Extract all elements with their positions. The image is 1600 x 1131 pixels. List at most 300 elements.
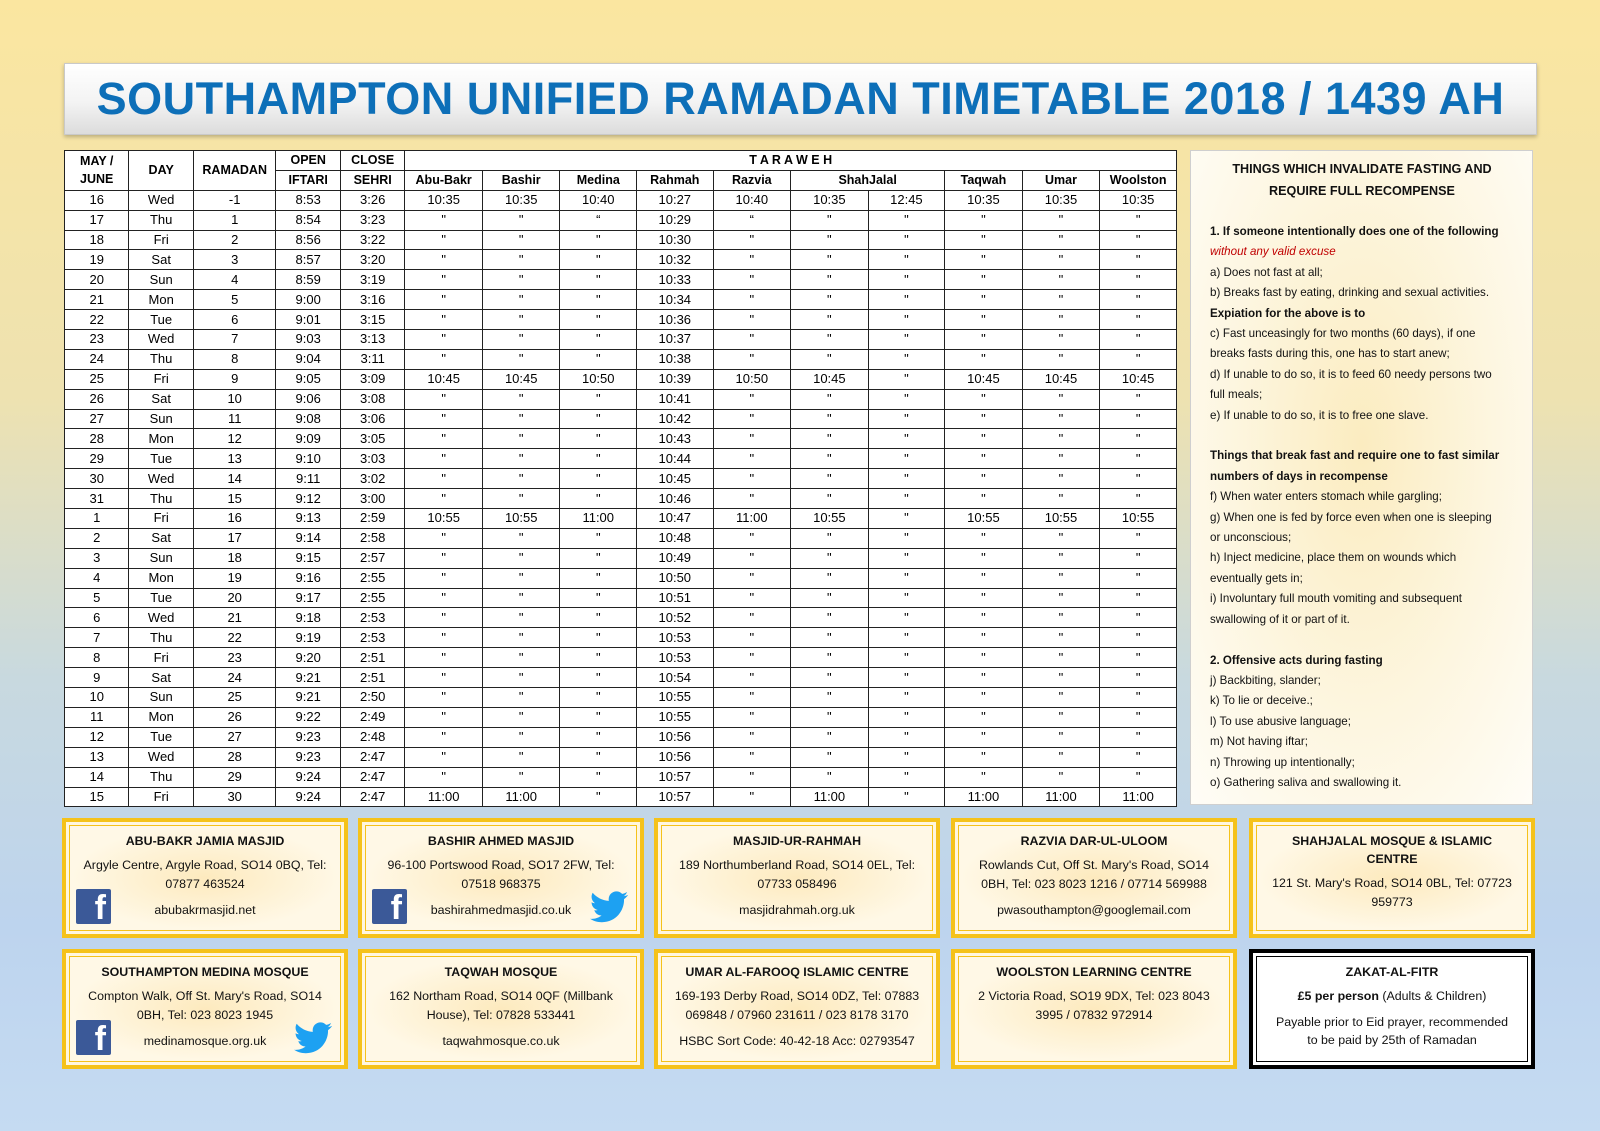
cell-sehri: 2:57 [340,548,404,568]
mosque-card-abu-bakr [62,818,348,938]
cell-iftari: 9:18 [276,608,340,628]
cell-sehri: 2:55 [340,588,404,608]
cell-shahjalal-1: 10:55 [791,509,869,529]
cell-ramadan: 28 [193,747,276,767]
rule-g-line2: or unconscious; [1210,531,1292,545]
cell-razvia: " [713,568,791,588]
mosque-address [967,987,1221,1024]
cell-umar: 10:45 [1022,369,1100,389]
cell-rahmah: 10:47 [637,509,714,529]
cell-day: Mon [129,429,193,449]
cell-abu-bakr: " [405,290,483,310]
cell-medina: 10:50 [560,369,637,389]
mosque-address [78,987,332,1024]
cell-sehri: 2:51 [340,668,404,688]
cell-razvia: 11:00 [713,509,791,529]
cell-shahjalal-1: " [791,449,869,469]
cell-day: Wed [129,469,193,489]
cell-date: 10 [65,688,129,708]
cell-iftari: 9:11 [276,469,340,489]
cell-day: Thu [129,210,193,230]
cell-razvia: " [713,668,791,688]
cell-rahmah: 10:51 [637,588,714,608]
mosque-name: MASJID-UR-RAHMAH [732,834,862,848]
table-row [65,648,1177,668]
page-title: SOUTHAMPTON UNIFIED RAMADAN TIMETABLE 2018 / 1439 AH [96,73,1505,124]
fasting-rules-title-line2: REQUIRE FULL RECOMPENSE [1269,183,1455,198]
cell-iftari: 9:23 [276,727,340,747]
cell-date: 17 [65,210,129,230]
cell-ramadan: 7 [193,330,276,350]
cell-taqwah: " [945,489,1023,509]
cell-medina: " [560,489,637,509]
cell-umar: " [1022,648,1100,668]
cell-abu-bakr: " [405,250,483,270]
cell-bashir: 10:55 [482,509,560,529]
table-row [65,210,1177,230]
cell-rahmah: 10:56 [637,747,714,767]
title-banner [64,63,1537,135]
mosque-website-link[interactable]: abubakrmasjid.net [154,903,256,917]
header-mosque-medina: Medina [560,170,637,190]
cell-abu-bakr: 10:35 [405,190,483,210]
cell-taqwah: " [945,389,1023,409]
cell-umar: 10:35 [1022,190,1100,210]
cell-abu-bakr: " [405,648,483,668]
cell-razvia: " [713,548,791,568]
mosque-address [78,856,332,893]
cell-day: Fri [129,787,193,807]
cell-shahjalal-2: " [868,469,945,489]
cell-razvia: " [713,608,791,628]
cell-umar: " [1022,230,1100,250]
cell-medina: " [560,290,637,310]
table-row [65,369,1177,389]
header-mosque-rahmah: Rahmah [637,170,714,190]
cell-umar: " [1022,250,1100,270]
twitter-icon[interactable] [294,1022,332,1054]
header-day: DAY [129,151,193,191]
header-mosque-bashir: Bashir [482,170,560,190]
cell-medina: 11:00 [560,509,637,529]
cell-bashir: " [482,270,560,290]
cell-shahjalal-2: " [868,330,945,350]
cell-day: Mon [129,290,193,310]
cell-woolston: 10:35 [1100,190,1177,210]
cell-bashir: " [482,290,560,310]
mosque-address [374,856,628,893]
cell-date: 11 [65,707,129,727]
rule-o: o) Gathering saliva and swallowing it. [1210,775,1402,789]
cell-day: Sun [129,548,193,568]
cell-woolston: " [1100,449,1177,469]
cell-woolston: " [1100,727,1177,747]
table-row [65,608,1177,628]
cell-taqwah: 10:55 [945,509,1023,529]
cell-taqwah: " [945,449,1023,469]
zakat-who: (Adults & Children) [1378,989,1487,1003]
cell-bashir: " [482,449,560,469]
rule-c-line2: breaks fasts during this, one has to start anew; [1210,347,1450,361]
cell-woolston: " [1100,767,1177,787]
cell-date: 1 [65,509,129,529]
mosque-website-link[interactable]: taqwahmosque.co.uk [442,1034,560,1048]
cell-razvia: " [713,489,791,509]
cell-rahmah: 10:57 [637,787,714,807]
table-row [65,449,1177,469]
cell-date: 22 [65,310,129,330]
table-row [65,528,1177,548]
cell-rahmah: 10:50 [637,568,714,588]
cell-medina: " [560,747,637,767]
rule-m: m) Not having iftar; [1210,735,1308,749]
mosque-address-line2: 069848 / 07960 231611 / 023 8178 3170 [685,1007,909,1022]
cell-date: 8 [65,648,129,668]
cell-abu-bakr: " [405,707,483,727]
cell-sehri: 3:08 [340,389,404,409]
cell-abu-bakr: " [405,628,483,648]
cell-sehri: 3:16 [340,290,404,310]
cell-rahmah: 10:46 [637,489,714,509]
cell-ramadan: 4 [193,270,276,290]
cell-taqwah: " [945,528,1023,548]
mosque-website-link[interactable]: bashirahmedmasjid.co.uk [430,903,572,917]
rule-l: l) To use abusive language; [1210,714,1351,728]
cell-razvia: " [713,528,791,548]
cell-abu-bakr: 10:45 [405,369,483,389]
cell-razvia: " [713,688,791,708]
cell-medina: " [560,548,637,568]
cell-rahmah: 10:55 [637,688,714,708]
fasting-rules-panel [1190,150,1533,805]
cell-umar: " [1022,389,1100,409]
cell-sehri: 2:58 [340,528,404,548]
cell-day: Mon [129,707,193,727]
table-row [65,727,1177,747]
cell-abu-bakr: " [405,568,483,588]
cell-taqwah: " [945,588,1023,608]
cell-abu-bakr: " [405,389,483,409]
cell-umar: " [1022,290,1100,310]
cell-umar: " [1022,767,1100,787]
cell-date: 4 [65,568,129,588]
cell-ramadan: 25 [193,688,276,708]
cell-day: Wed [129,330,193,350]
cell-date: 26 [65,389,129,409]
cell-taqwah: " [945,747,1023,767]
cell-shahjalal-1: " [791,568,869,588]
cell-iftari: 9:05 [276,369,340,389]
cell-shahjalal-1: " [791,210,869,230]
cell-rahmah: 10:32 [637,250,714,270]
cell-date: 31 [65,489,129,509]
cell-woolston: " [1100,628,1177,648]
cell-bashir: " [482,330,560,350]
cell-medina: " [560,230,637,250]
expiation-heading: Expiation for the above is to [1210,306,1366,320]
mosque-address-line2: 0BH, Tel: 023 8023 1945 [136,1007,274,1022]
cell-medina: " [560,588,637,608]
cell-medina: " [560,250,637,270]
cell-sehri: 3:15 [340,310,404,330]
cell-iftari: 8:56 [276,230,340,250]
cell-iftari: 9:16 [276,568,340,588]
facebook-icon[interactable] [372,889,407,927]
cell-shahjalal-1: " [791,548,869,568]
cell-abu-bakr: " [405,330,483,350]
cell-medina: " [560,608,637,628]
cell-medina: " [560,568,637,588]
cell-day: Tue [129,588,193,608]
cell-ramadan: 5 [193,290,276,310]
zakat-amount-line [1265,987,1519,1006]
cell-woolston: " [1100,469,1177,489]
cell-medina: " [560,449,637,469]
cell-umar: " [1022,588,1100,608]
cell-date: 3 [65,548,129,568]
cell-day: Sat [129,668,193,688]
rule-g-line1: g) When one is fed by force even when one is sleeping [1210,510,1492,524]
cell-taqwah: " [945,608,1023,628]
mosque-address-line1: Argyle Centre, Argyle Road, SO14 0BQ, Tel: [83,858,327,872]
cell-razvia: " [713,290,791,310]
cell-shahjalal-1: " [791,469,869,489]
table-row [65,190,1177,210]
cell-date: 2 [65,528,129,548]
cell-taqwah: " [945,429,1023,449]
cell-umar: " [1022,528,1100,548]
cell-umar: " [1022,449,1100,469]
cell-medina: " [560,389,637,409]
cell-medina: " [560,707,637,727]
cell-taqwah: 11:00 [945,787,1023,807]
table-row [65,509,1177,529]
fasting-rules-title-line1: THINGS WHICH INVALIDATE FASTING AND [1232,162,1492,176]
cell-date: 20 [65,270,129,290]
cell-woolston: " [1100,548,1177,568]
fasting-rules-title [1210,159,1514,202]
cell-umar: " [1022,310,1100,330]
table-row [65,429,1177,449]
cell-iftari: 9:21 [276,688,340,708]
cell-bashir: " [482,707,560,727]
cell-shahjalal-1: " [791,230,869,250]
facebook-icon[interactable] [76,1020,111,1058]
cell-shahjalal-2: " [868,449,945,469]
cell-medina: " [560,528,637,548]
cell-iftari: 9:20 [276,648,340,668]
table-row [65,250,1177,270]
cell-date: 19 [65,250,129,270]
cell-abu-bakr: " [405,608,483,628]
cell-shahjalal-1: " [791,389,869,409]
cell-abu-bakr: " [405,469,483,489]
cell-razvia: " [713,250,791,270]
cell-shahjalal-1: 10:35 [791,190,869,210]
table-row [65,409,1177,429]
cell-sehri: 2:49 [340,707,404,727]
cell-ramadan: 3 [193,250,276,270]
cell-shahjalal-2: " [868,230,945,250]
rule-d-line2: full meals; [1210,388,1263,402]
cell-woolston: " [1100,310,1177,330]
cell-bashir: " [482,767,560,787]
cell-woolston: " [1100,568,1177,588]
cell-date: 21 [65,290,129,310]
cell-iftari: 9:23 [276,747,340,767]
cell-woolston: " [1100,250,1177,270]
cell-medina: " [560,330,637,350]
cell-razvia: 10:50 [713,369,791,389]
mosque-address-line1: 121 St. Mary's Road, SO14 0BL, Tel: 07723 [1272,876,1512,890]
cell-rahmah: 10:43 [637,429,714,449]
cell-taqwah: " [945,727,1023,747]
cell-sehri: 3:00 [340,489,404,509]
cell-iftari: 9:10 [276,449,340,469]
mosque-name: UMAR AL-FAROOQ ISLAMIC CENTRE [685,965,909,979]
cell-ramadan: 8 [193,349,276,369]
cell-taqwah: " [945,250,1023,270]
cell-date: 16 [65,190,129,210]
cell-sehri: 2:48 [340,727,404,747]
cell-iftari: 9:19 [276,628,340,648]
cell-iftari: 9:08 [276,409,340,429]
cell-woolston: " [1100,747,1177,767]
cell-shahjalal-1: " [791,648,869,668]
cell-iftari: 9:03 [276,330,340,350]
cell-taqwah: 10:45 [945,369,1023,389]
cell-date: 23 [65,330,129,350]
facebook-icon-letter: f [94,1020,106,1058]
mosque-address-line2: 07877 463524 [165,876,245,891]
mosque-address [374,987,628,1024]
cell-day: Wed [129,190,193,210]
cell-rahmah: 10:57 [637,767,714,787]
cell-shahjalal-1: " [791,668,869,688]
mosque-address [670,856,924,893]
mosque-card-shahjalal [1249,818,1535,938]
cell-sehri: 2:53 [340,628,404,648]
cell-rahmah: 10:30 [637,230,714,250]
cell-shahjalal-2: " [868,747,945,767]
cell-iftari: 8:57 [276,250,340,270]
cell-razvia: 10:40 [713,190,791,210]
cell-razvia: " [713,230,791,250]
mosque-card-medina [62,949,348,1069]
cell-abu-bakr: " [405,489,483,509]
mosque-website-link[interactable]: masjidrahmah.org.uk [739,903,855,917]
cell-ramadan: 16 [193,509,276,529]
cell-rahmah: 10:49 [637,548,714,568]
mosque-address-line2: 0BH, Tel: 023 8023 1216 / 07714 569988 [981,876,1207,891]
cell-shahjalal-2: " [868,707,945,727]
facebook-icon-letter: f [390,889,402,927]
mosque-name: RAZVIA DAR-UL-ULOOM [1020,834,1168,848]
cell-shahjalal-2: 12:45 [868,190,945,210]
header-taraweh: T A R A W E H [405,151,1177,171]
cell-bashir: " [482,250,560,270]
facebook-icon[interactable] [76,889,111,927]
cell-medina: " [560,469,637,489]
rule-i-line2: swallowing of it or part of it. [1210,612,1350,626]
rule-k: k) To lie or deceive.; [1210,694,1313,708]
cell-date: 9 [65,668,129,688]
header-sehri: SEHRI [340,170,404,190]
rule-i-line1: i) Involuntary full mouth vomiting and subsequent [1210,592,1462,606]
mosque-website-link[interactable]: medinamosque.org.uk [143,1034,267,1048]
cell-umar: " [1022,489,1100,509]
cell-medina: " [560,429,637,449]
cell-umar: " [1022,668,1100,688]
mosque-card-razvia [951,818,1237,938]
cell-shahjalal-2: " [868,628,945,648]
cell-iftari: 9:15 [276,548,340,568]
cell-date: 29 [65,449,129,469]
mosque-card-umar [654,949,940,1069]
cell-razvia: " [713,707,791,727]
cell-razvia: " [713,787,791,807]
mosque-email-link[interactable]: pwasouthampton@googlemail.com [997,903,1191,917]
cell-taqwah: " [945,707,1023,727]
cell-taqwah: " [945,230,1023,250]
cell-taqwah: " [945,668,1023,688]
twitter-icon[interactable] [590,891,628,923]
header-ramadan: RAMADAN [193,151,276,191]
cell-bashir: " [482,727,560,747]
cell-razvia: " [713,747,791,767]
mosque-name: TAQWAH MOSQUE [444,965,558,979]
cell-woolston: " [1100,707,1177,727]
cell-shahjalal-2: " [868,588,945,608]
table-row [65,290,1177,310]
table-row [65,707,1177,727]
header-open: OPEN [276,151,340,171]
cell-woolston: " [1100,210,1177,230]
cell-bashir: " [482,429,560,449]
cell-rahmah: 10:53 [637,628,714,648]
cell-medina: " [560,628,637,648]
mosque-address [1265,874,1519,911]
cell-date: 28 [65,429,129,449]
cell-sehri: 2:47 [340,787,404,807]
ramadan-timetable [64,150,1177,807]
cell-bashir: " [482,210,560,230]
cell-rahmah: 10:33 [637,270,714,290]
mosque-address-line2: House), Tel: 07828 533441 [426,1007,576,1022]
table-row [65,230,1177,250]
cell-umar: " [1022,548,1100,568]
table-row [65,787,1177,807]
table-row [65,747,1177,767]
cell-taqwah: " [945,688,1023,708]
facebook-icon-letter: f [94,889,106,927]
cell-medina: “ [560,210,637,230]
cell-taqwah: " [945,648,1023,668]
cell-rahmah: 10:29 [637,210,714,230]
cell-abu-bakr: " [405,548,483,568]
cell-shahjalal-1: " [791,250,869,270]
cell-shahjalal-2: " [868,429,945,449]
cell-razvia: " [713,628,791,648]
cell-date: 30 [65,469,129,489]
cell-woolston: " [1100,528,1177,548]
cell-rahmah: 10:48 [637,528,714,548]
zakat-al-fitr-card [1249,949,1535,1069]
cell-umar: 10:55 [1022,509,1100,529]
cell-shahjalal-2: " [868,210,945,230]
cell-day: Tue [129,727,193,747]
cell-ramadan: 22 [193,628,276,648]
